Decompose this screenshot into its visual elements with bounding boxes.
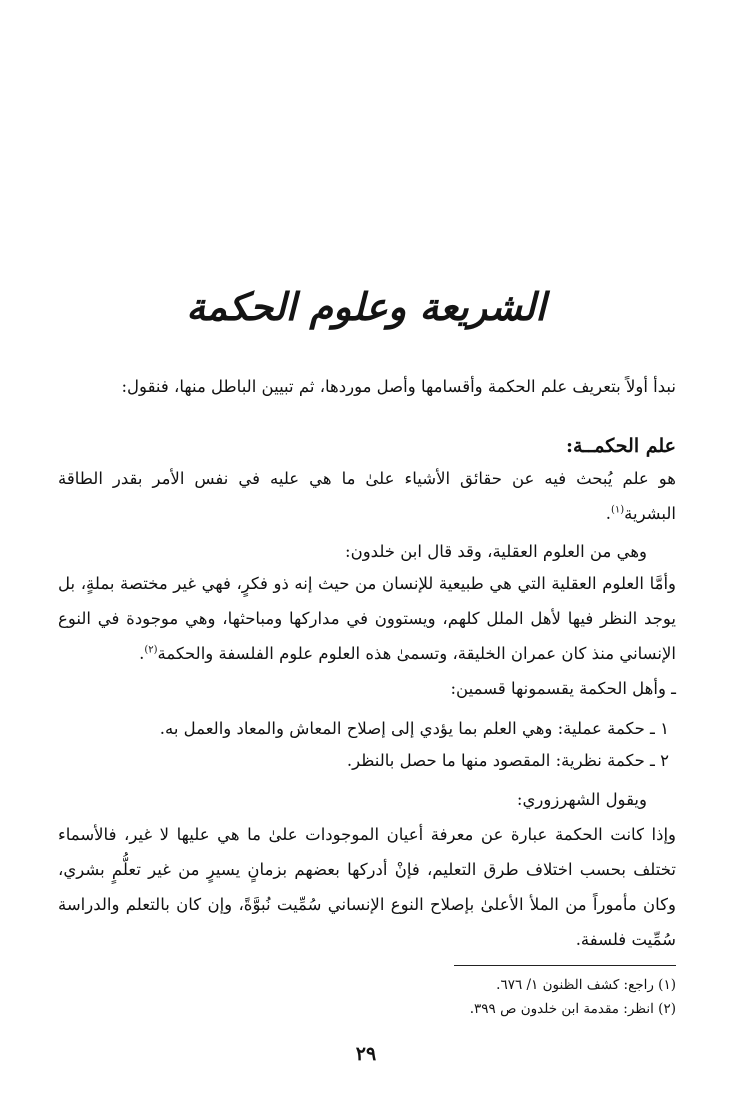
chapter-title: الشريعة وعلوم الحكمة (186, 284, 546, 329)
footnote-ref-1: (١) (610, 504, 625, 516)
division-item-theoretical: ٢ ـ حكمة نظرية: المقصود منها ما حصل بالنظر. (346, 751, 669, 770)
section-heading: علم الحكمــة: (565, 435, 676, 457)
footnote-1: (١) راجع: كشف الظنون ١/ ٦٧٦. (496, 977, 676, 993)
ibn-khaldun-quote-end: . (139, 644, 145, 663)
footnote-ref-2: (٢) (144, 644, 158, 656)
intro-paragraph: نبدأ أولاً بتعريف علم الحكمة وأقسامها وأصل موردها، ثم تبيين الباطل منها، فنقول: (121, 377, 676, 396)
definition-text: هو علم يُبحث فيه عن حقائق الأشياء علىٰ ما هي عليه في نفس الأمر بقدر الطاقة البشرية (58, 469, 676, 523)
footnote-divider (454, 965, 676, 966)
shahrazuri-quote: وإذا كانت الحكمة عبارة عن معرفة أعيان الموجودات علىٰ ما هي عليها لا غير، فالأسماء تختلف بحسب اختلاف طرق التعليم، فإنْ أدركها بعضهم بزمانٍ يسيرٍ من غير تعلُّمٍ بشري، وكان مأموراً من الملأ الأعلىٰ بإصلاح النوع الإنساني سُمِّيت نُبوَّةً، وإن كان بالتعلم والدراسة سُمِّيت فلسفة. (58, 825, 676, 949)
page-number: ٢٩ (355, 1043, 377, 1065)
shahrazuri-intro: ويقول الشهرزوري: (516, 790, 647, 809)
ibn-khaldun-quote-text: وأمَّا العلوم العقلية التي هي طبيعية للإنسان من حيث إنه ذو فكرٍ، فهي غير مختصة بملةٍ، بل يوجد النظر فيها لأهل الملل كلهم، ويستوون في مداركها ومباحثها، وهي موجودة في النوع الإنساني منذ كان عمران الخليقة، وتسمىٰ هذه العلوم علوم الفلسفة والحكمة (58, 574, 676, 663)
ibn-khaldun-intro: وهي من العلوم العقلية، وقد قال ابن خلدون: (345, 542, 647, 561)
definition-paragraph (58, 461, 676, 531)
ibn-khaldun-quote (58, 566, 676, 671)
division-item-practical: ١ ـ حكمة عملية: وهي العلم بما يؤدي إلى إصلاح المعاش والمعاد والعمل به. (159, 719, 669, 738)
divisions-intro: ـ وأهل الحكمة يقسمونها قسمين: (450, 679, 676, 698)
definition-end: . (605, 504, 611, 523)
footnote-2: (٢) انظر: مقدمة ابن خلدون ص ٣٩٩. (469, 1001, 676, 1017)
